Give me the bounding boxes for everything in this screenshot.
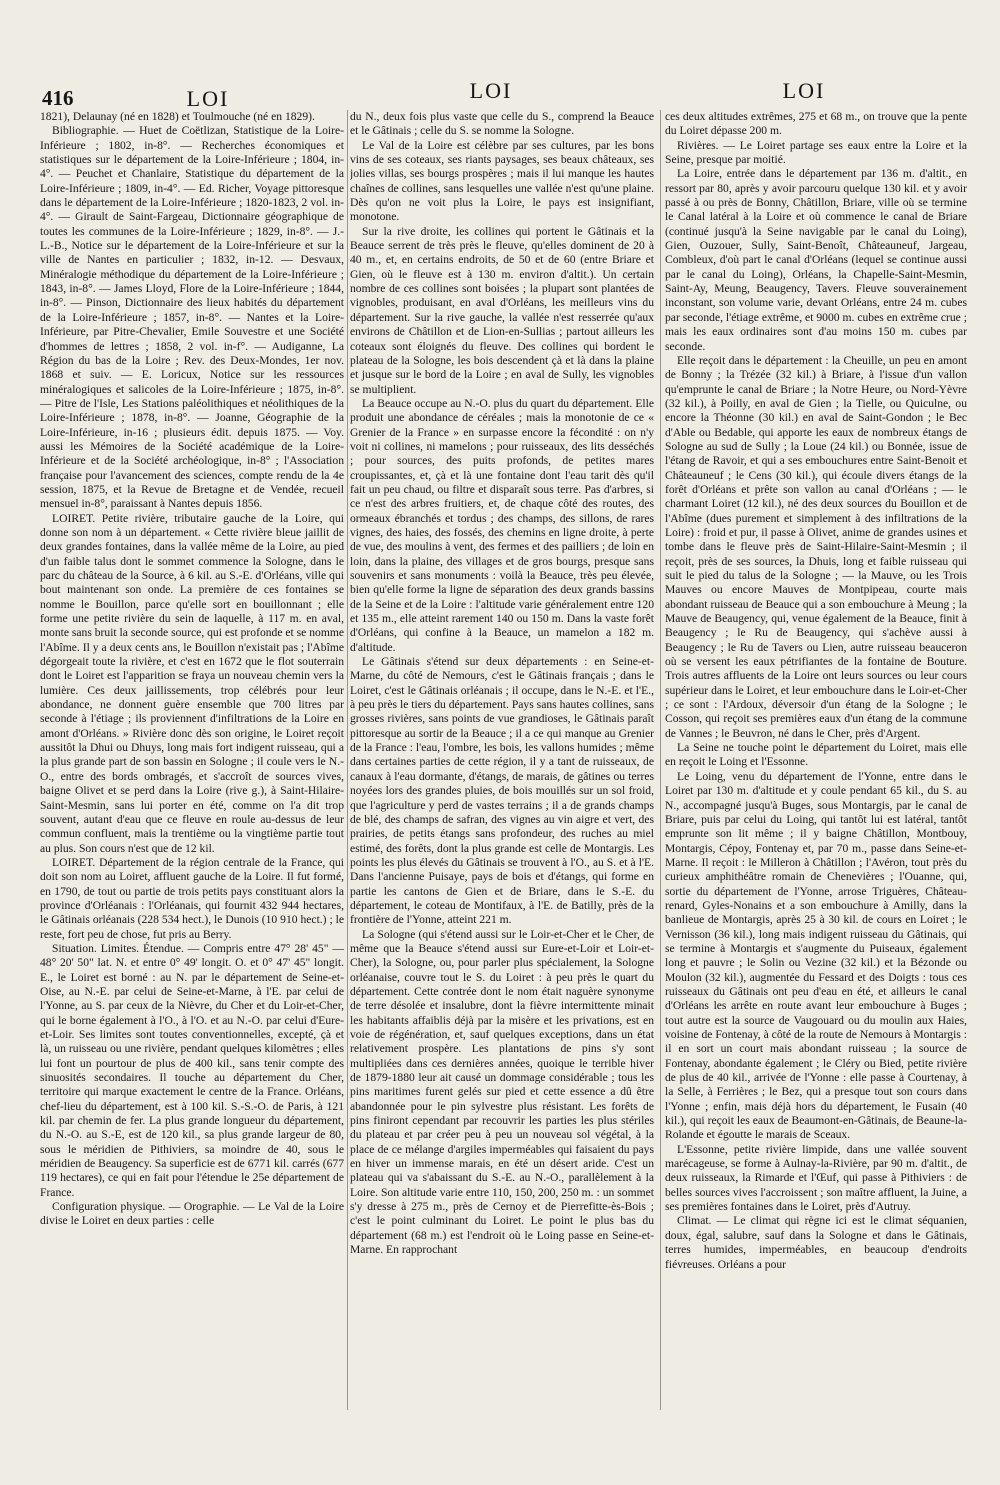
paragraph: Sur la rive droite, les collines qui portent le Gâtinais et la Beauce serrent de très près le fleuve, qu'elles dominent de 20 à 40 m., et, en certains endroits, de 50 et de 60 (entre Briare et Gien, où le fleuve est à 130 m. environ d'altit.). Un certain nombre de ces collines sont boisées ; la plupart sont plantées de vignobles, produisant, en aval d'Orléans, les meilleurs vins du département. Sur la rive gauche, la vallée n'est resserrée qu'aux environs de Châtillon et de Lion-en-Sullias ; partout ailleurs les coteaux sont éloignés du fleuve. Des collines qui bordent le plateau de la Sologne, les bois descendent çà et là dans la plaine et jusque sur le bord de la Loire ; en aval de Sully, les vignobles se multiplient. <box>350 224 654 396</box>
paragraph: LOIRET. Département de la région centrale de la France, qui doit son nom au Loiret, affluent gauche de la Loire. Il fut formé, en 1790, de tout ou partie de trois petits pays constituant alors la province d'Orléanais : l'Orléanais, qui fournit 432 944 hectares, le Gâtinais orléanais (228 534 hect.), le Dunois (10 910 hect.) ; le reste, fort peu de chose, fut pris au Berry. <box>40 855 344 941</box>
text-column-1 <box>40 110 344 1420</box>
running-head-left: LOI <box>186 86 230 111</box>
paragraph: Le Val de la Loire est célèbre par ses cultures, par les bons vins de ses coteaux, ses riants paysages, ses beaux châteaux, ses jolies villas, ses bourgs prospères ; mais il lui manque les hautes chaînes de collines, sans lesquelles une vallée n'est qu'une plaine. Dès qu'on ne voit plus la Loire, le pays est insignifiant, monotone. <box>350 138 654 224</box>
paragraph: Le Gâtinais s'étend sur deux départements : en Seine-et-Marne, du côté de Nemours, c'est le Gâtinais français ; dans le Loiret, c'est le Gâtinais orléanais ; il occupe, dans le N.-E. et l'E., à peu près le tiers du département. Pays sans hautes collines, sans grosses rivières, sans points de vue grandioses, le Gâtinais paraît pittoresque au sortir de la Beauce ; il a ce qui manque au Grenier de la France : l'eau, l'ombre, les bois, les vallons humides ; même dans certaines parties de cette région, il y a tant de ruisseaux, de canaux à l'eau dormante, d'étangs, de marais, de gâtines ou terres noyées lors des grandes pluies, de bois mouillés sur un sol froid, que l'agriculture y perd de vastes terrains ; il a de grands champs de blé, des champs de safran, des vignes au vin aigre et vert, des prairies, de petits étangs sans profondeur, des ruches au miel estimé, des forêts, dont la plus grande est celle de Montargis. Les points les plus élevés du Gâtinais se trouvent à l'O., au S. et à l'E. Dans l'ancienne Puisaye, pays de bois et d'étangs, qui forme en partie les cantons de Gien et de Briare, dans le S.-E. du département, le coteau de Montifaux, à l'E. de Batilly, près de la frontière de l'Yonne, atteint 221 m. <box>350 655 654 927</box>
paragraph: Climat. — Le climat qui règne ici est le climat séquanien, doux, égal, salubre, sauf dans la Sologne et dans le Gâtinais, terres humides, imperméables, en beaucoup d'endroits fiévreuses. Orléans a pour <box>665 1214 967 1271</box>
paragraph: ces deux altitudes extrêmes, 275 et 68 m., on trouve que la pente du Loiret dépasse 200 m. <box>665 110 967 138</box>
text-column-3 <box>665 110 967 1420</box>
paragraph: Le Loing, venu du département de l'Yonne, entre dans le Loiret par 130 m. d'altitude et y coule pendant 65 kil., du S. au N., accompagné jusqu'à Buges, sous Montargis, par le canal de Briare, puis par celui du Loing, qui tantôt lui est latéral, tantôt emprunte son lit même ; il y baigne Châtillon, Montbouy, Montargis, Cépoy, Fontenay et, par 70 m., passe dans Seine-et-Marne. Il reçoit : le Milleron à Châtillon ; l'Avéron, tout près du curieux amphithéâtre romain de Chenevières ; l'Ouanne, qui, sortie du département de l'Yonne, arrose Triguères, Château-renard, Gyles-Nonains et a son embouchure à Amilly, dans la banlieue de Montargis, après 25 à 30 kil. de cours en Loiret ; le Vernisson (36 kil.), long mais indigent ruisseau du Gâtinais, qui se termine à Montargis et s'augmente du Puiseaux, également long et pauvre ; le Solin ou Vezine (32 kil.) et la Bézonde ou Moulon (32 kil.), augmentée du Fessard et des Doigts : tous ces ruisseaux du Gâtinais ont peu d'eau en été, et ailleurs le canal d'Orléans les arrête en route avant leur embouchure à Buges ; tout autre est la source de Vaugouard ou du moulin aux Haies, voisine de Fontenay, à côté de la route de Nemours à Montargis : il en sort un court mais abondant ruisseau ; la source de Fontenay, abondante également ; le Cléry ou Bied, petite rivière de plus de 40 kil., arrivée de l'Yonne : elle passe à Courtenay, à la Selle, à Ferrières ; le Bez, qui a presque tout son cours dans l'Yonne ; enfin, mais déjà hors du département, le Fusain (40 kil.), qui reçoit les eaux de Beaumont-en-Gâtinais, de Beaune-la-Rolande et égoutte le marais de Sceaux. <box>665 769 967 1142</box>
page-header <box>0 78 1000 112</box>
paragraph: La Beauce occupe au N.-O. plus du quart du département. Elle produit une abondance de céréales ; mais la monotonie de ce « Grenier de la France » en surpasse encore la fécondité : on n'y voit ni collines, ni mamelons ; pour ruisseaux, des lits desséchés ; pour sources, des puits profonds, de petites mares croupissantes, et, çà et là une fontaine dont l'eau tarit dès qu'il fait un peu chaud, ou filtre et disparaît sous terre. Pas d'arbres, si ce n'est des arbres fruitiers, et, de chaque côté des routes, des ormeaux ébranchés et tordus ; des champs, des sillons, de rares vignes, des haies, des fossés, des chemins en ligne droite, à perte de vue, des moulins à vent, des fermes et des pailliers ; de loin en loin, dans la plaine, des villages et de gros bourgs, presque sans souvenirs et sans monuments : voilà la Beauce, très peu élevée, bien qu'elle forme la ligne de séparation des deux grands bassins de la Seine et de la Loire : l'altitude varie généralement entre 120 et 135 m., elle atteint rarement 140 ou 150 m. Dans la vaste forêt d'Orléans, qui confine à la Beauce, un mamelon a 182 m. d'altitude. <box>350 396 654 654</box>
paragraph: 1821), Delaunay (né en 1828) et Toulmouche (né en 1829). <box>40 110 315 123</box>
page-number: 416 <box>42 86 74 110</box>
paragraph: Situation. Limites. Étendue. — Compris entre 47° 28' 45" — 48° 20' 50" lat. N. et entre 0° 49' longit. O. et 0° 47' 45" longit. E., le Loiret est borné : au N. par le département de Seine-et-Oise, au N.-E. par celui de Seine-et-Marne, à l'E. par celui de l'Yonne, au S. par ceux de la Nièvre, du Cher et du Loir-et-Cher, qui le borne également à l'O., à l'O. et au N.-O. par celui d'Eure-et-Loir. Ses limites sont toutes conventionnelles, excepté, çà et là, un ruisseau ou une rivière, pendant quelques kilomètres ; elles lui font un pourtour de plus de 400 kil., sans tenir compte des sinuosités secondaires. Il touche au département du Cher, territoire qui marque exactement le centre de la France. Orléans, chef-lieu du département, est à 100 kil. S.-S.-O. de Paris, à 121 kil. par chemin de fer. La plus grande longueur du département, du N.-O. au S.-E, est de 120 kil., sa plus grande largeur de 80, sous le méridien de Pithiviers, sa moindre de 40, sous le méridien de Beaugency. Sa superficie est de 6771 kil. carrés (677 119 hectares), ce qui en fait pour l'étendue le 25e département de France. <box>40 941 344 1199</box>
paragraph: du N., deux fois plus vaste que celle du S., comprend la Beauce et le Gâtinais ; celle du S. se nomme la Sologne. <box>350 110 654 138</box>
paragraph: Bibliographie. — Huet de Coëtlizan, Statistique de la Loire-Inférieure ; 1802, in-8°. — Recherches économiques et statistiques sur le département de la Loire-Inférieure ; 1804, in-4°. — Peuchet et Chanlaire, Statistique du département de la Loire-Inférieure ; 1809, in-4°. — Ed. Richer, Voyage pittoresque dans le département de la Loire-Inférieure ; 1820-1823, 2 vol. in-4°. — Girault de Saint-Fargeau, Dictionnaire géographique de toutes les communes de la Loire-Inférieure ; 1829, in-8°. — J.-L.-B., Notice sur le département de la Loire-Inférieure et sur la ville de Nantes en particulier ; 1832, in-12. — Desvaux, Minéralogie méthodique du département de la Loire-Inférieure ; 1843, in-8°. — James Lloyd, Flore de la Loire-Inférieure ; 1844, in-8°. — Pinson, Dictionnaire des lieux habités du département de la Loire-Inférieure ; 1857, in-8°. — Nantes et la Loire-Inférieure, par Pitre-Chevalier, Emile Souvestre et une Société d'hommes de lettres ; 1858, 2 vol. in-f°. — Audiganne, La Région du bas de la Loire ; Rev. des Deux-Mondes, 1er nov. 1868 et suiv. — E. Loricux, Notice sur les ressources minéralogiques et salicoles de la Loire-Inférieure ; 1875, in-8°. — Pitre de l'Isle, Les Stations paléolithiques et néolithiques de la Loire-Inférieure ; 1878, in-8°. — Joanne, Géographie de la Loire-Inférieure, in-16 ; plusieurs édit. depuis 1875. — Voy. aussi les Mémoires de la Société académique de la Loire-Inférieure et de la Société archéologique, in-8° ; l'Association française pour l'avancement des sciences, compte rendu de la 4e session, 1875, et la Revue de Bretagne et de Vendée, recueil mensuel in-8°, paraissant à Nantes depuis 1856. <box>40 124 344 511</box>
running-head-center: LOI <box>469 78 513 103</box>
paragraph: Rivières. — Le Loiret partage ses eaux entre la Loire et la Seine, presque par moitié. <box>665 138 967 167</box>
paragraph: Configuration physique. — Orographie. — Le Val de la Loire divise le Loiret en deux parties : celle <box>40 1200 344 1228</box>
paragraph: La Sologne (qui s'étend aussi sur le Loir-et-Cher et le Cher, de même que la Beauce s'étend aussi sur Eure-et-Loir et Loir-et-Cher), la Sologne, ou, pour parler plus spécialement, la Sologne orléanaise, couvre tout le S. du Loiret : à peu près le quart du département. Cette contrée dont le nom était naguère synonyme de terre désolée et insalubre, dont la fièvre intermittente minait les habitants affaiblis déjà par la misère et les privations, est en voie de régénération, et, sauf quelques exceptions, dans un état relativement prospère. Les plantations de pins s'y sont multipliées dans ces dernières années, quoique le terrible hiver de 1879-1880 leur ait causé un dommage considérable ; tous les pins maritimes furent gelés sur pied et cette essence a dû être abandonnée pour le pin sylvestre plus résistant. Les forêts de pins finiront cependant par recouvrir les parties les plus stériles du plateau et par créer peu à peu un nouveau sol végétal, à la place de ce mélange d'argiles imperméables qui faisaient du pays en hiver un immense marais, en été un désert aride. C'est un plateau qui va s'abaissant du S.-E. au N.-O., parallèlement à la Loire. Son altitude varie entre 110, 150, 200, 250 m. : un sommet s'y dresse à 275 m., près de Cernoy et de Pierrefitte-ès-Bois ; c'est le point culminant du Loiret. Le point le plus bas du département (68 m.) est l'endroit où le Loing passe en Seine-et-Marne. En rapprochant <box>350 927 654 1257</box>
text-column-2 <box>350 110 654 1420</box>
running-head-right: LOI <box>782 78 826 103</box>
column-divider <box>660 110 661 1410</box>
paragraph: L'Essonne, petite rivière limpide, dans une vallée souvent marécageuse, se forme à Aulnay-la-Rivière, par 90 m. d'altit., de deux ruisseaux, la Rimarde et l'Œuf, qui passe à Pithiviers : de belles sources vives l'accroissent ; son maître affluent, la Juine, a ses premières fontaines dans le Loiret, près d'Autruy. <box>665 1142 967 1214</box>
paragraph: LOIRET. Petite rivière, tributaire gauche de la Loire, qui donne son nom à un département. « Cette rivière bleue jaillit de deux grandes fontaines, dans la vallée même de la Loire, au pied d'un faible talus dont le sommet commence la Sologne, dans le parc du château de la Source, à 6 kil. au S.-E. d'Orléans, ville qui bout maintenant son onde. La première de ces fontaines se nomme le Bouillon, parce qu'elle sort en bouillonnant ; elle forme une petite rivière du sein de laquelle, à 117 m. en aval, monte sans bruit la seconde source, qui est profonde et se nomme l'Abîme. Il y a deux cents ans, le Bouillon n'existait pas ; l'Abîme dégorgeait toute la rivière, et c'est en 1672 que le flot souterrain dont le Loiret est l'apparition se fraya un nouveau chemin vers la lumière. Ces deux jaillissements, trop célébrés pour leur abondance, ne donnent guère ensemble que 700 litres par seconde à l'étiage ; ils proviennent d'infiltrations de la Loire en amont d'Orléans. » Rivière donc dès son origine, le Loiret reçoit aussitôt la Dhui ou Dhuys, long mais fort indigent ruisseau, qui a la plus grande part de son bassin en Sologne ; il coule vers le N.-O., entre des bords ombragés, et s'accroît de sources vives, baigne Olivet et se perd dans la Loire (rive g.), à Saint-Hilaire-Saint-Mesmin, sans lui porter en été, comme on l'a dit trop souvent, autant d'eau que ce fleuve en roule au-dessus de leur commun confluent, mais la trentième ou la vingtième partie tout au plus. Son cours n'est que de 12 kil. <box>40 511 344 855</box>
paragraph: La Seine ne touche point le département du Loiret, mais elle en reçoit le Loing et l'Essonne. <box>665 741 967 769</box>
paragraph: Elle reçoit dans le département : la Cheuille, un peu en amont de Bonny ; la Trézée (32 kil.) à Briare, à l'issue d'un vallon qu'emprunte le canal de Briare ; la Notre Heure, ou Nord-Yèvre (32 kil.), à Poilly, en aval de Gien ; la Tielle, ou Quiculne, ou encore la Théonne (30 kil.) en aval de Saint-Gondon ; le Bec d'Able ou Bedable, qui apporte les eaux de nombreux étangs de Sologne au sud de Sully ; la Loue (24 kil.) ou Bonnée, issue de l'étang de Ravoir, et qui a ses embouchures entre Saint-Benoit et Châteauneuf ; le Cens (30 kil.), qui écoule divers étangs de la forêt d'Orléans et prête son vallon au canal d'Orléans ; — le charmant Loiret (12 kil.), né des deux sources du Bouillon et de l'Abîme (dues purement et simplement à des infiltrations de la Loire) : froid et pur, il passe à Olivet, anime de grandes usines et tombe dans le fleuve près de Saint-Hilaire-Saint-Mesmin ; il reçoit, près de ses sources, la Dhuis, long et faible ruisseau qui suit le pied du talus de la Sologne ; — la Mauve, ou les Trois Mauves ou encore Mauves de Montpipeau, courte mais abondant ruisseau de Beauce qui a son embouchure à Meung ; la Mauve de Beaugency, qui, venue également de la Beauce, finit à Beaugency ; le Ru de Beaugency, qui s'achève aussi à Beaugency ; le Ru de Tavers ou Lien, autre ruisseau beauceron où se versent les eaux pétrifiantes de la fontaine de Bouture. Trois autres affluents de la Loire ont leurs sources ou leur cours supérieur dans le Loiret, et leur embouchure dans le Loir-et-Cher ; ce sont : l'Ardoux, déversoir d'un étang de la Sologne ; le Cosson, qui reçoit ses premières eaux d'un étang de la commune de Vannes ; le Beuvron, né dans le Cher, près d'Argent. <box>665 353 967 740</box>
column-divider <box>347 110 348 1410</box>
paragraph: La Loire, entrée dans le département par 136 m. d'altit., en ressort par 80, après y avoir parcouru quelque 130 kil. et y avoir passé à ou près de Bonny, Châtillon, Briare, ville où se termine le Canal latéral à la Loire et où commence le canal de Briare (continué jusqu'à la Seine navigable par le canal du Loing), Gien, Ouzouer, Sully, Saint-Benoît, Châteauneuf, Jargeau, Combleux, d'où part le canal d'Orléans (lequel se continue aussi par le canal du Loing), Orléans, la Chapelle-Saint-Mesmin, Saint-Ay, Meung, Beaugency, Tavers. Fleuve souverainement inconstant, son volume varie, devant Orléans, entre 24 m. cubes par seconde, l'étiage extrême, et 9000 m. cubes en extrême crue ; mais les eaux ordinaires sont d'au moins 150 m. cubes par seconde. <box>665 167 967 353</box>
